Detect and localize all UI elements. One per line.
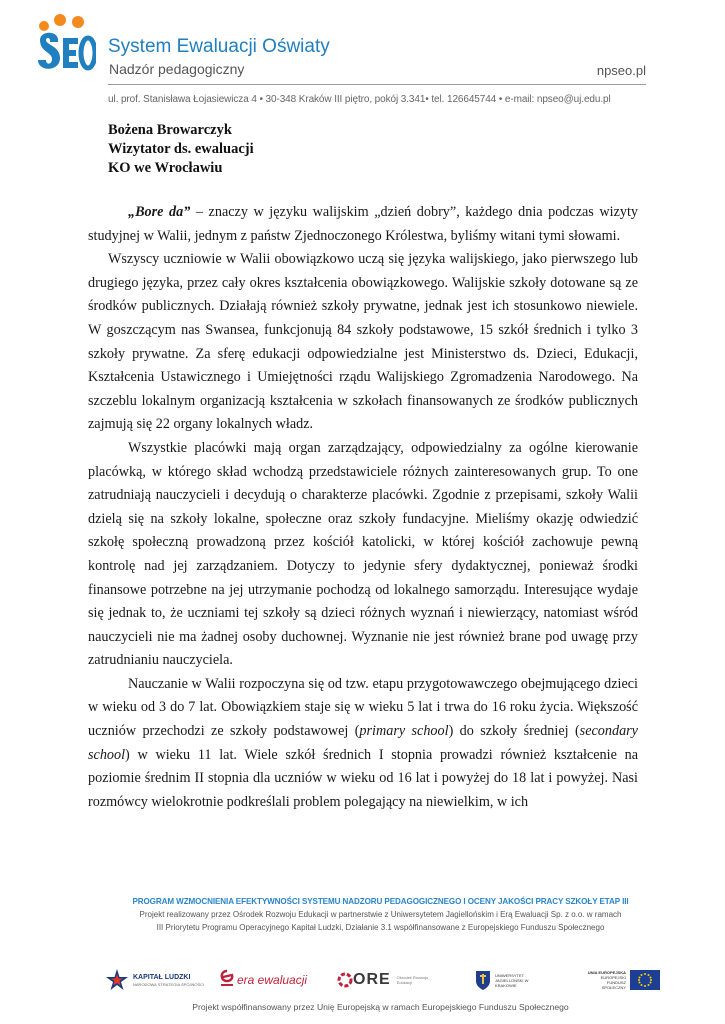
uj-crest-icon <box>475 969 491 991</box>
kapital-ludzki-logo: KAPITAŁ LUDZKI NARODOWA STRATEGIA SPÓJNOŚCI <box>105 962 215 998</box>
uj-logo: UNIWERSYTET JAGIELLOŃSKI W KRAKOWIE <box>475 962 555 998</box>
paragraph-1: „Bore da” – znaczy w języku walijskim „dzień dobry”, każdego dnia podczas wizyty studyjnej w Walii, jednym z państw Zjednoczonego Królestwa, byliśmy witani tymi słowami. <box>88 204 639 244</box>
author-role: Wizytator ds. ewaluacji <box>108 141 254 157</box>
seo-logo <box>34 12 96 82</box>
partner-logos <box>105 962 660 998</box>
program-info <box>108 895 653 934</box>
eu-flag-icon <box>630 970 660 990</box>
term-secondary-school: secondary school <box>88 723 638 763</box>
header-divider <box>108 84 646 85</box>
term-primary-school: primary school <box>359 723 449 740</box>
brand-subtitle: Nadzór pedagogiczny <box>109 61 245 77</box>
author-name: Bożena Browarczyk <box>108 122 232 138</box>
era-ewaluacji-icon <box>217 969 237 991</box>
contact-address: ul. prof. Stanisława Łojasiewicza 4 • 30-348 Kraków III piętro, pokój 3.341• tel. 126645744 • e-mail: npseo@uj.edu.pl <box>108 94 611 105</box>
eu-logo: UNIA EUROPEJSKA EUROPEJSKI FUNDUSZ SPOŁECZNY <box>563 962 660 998</box>
author-block <box>108 121 254 178</box>
paragraph-3: Wszystkie placówki mają organ zarządzający, odpowiedzialny za ogólne kierowanie placówką, w którego skład wchodzą przedstawiciele różnych zainteresowanych grup. To one zatrudniają nauczycieli i decydują o charakterze placówki. Zgodnie z przepisami, szkoły Walii dzielą się na szkoły lokalne, społeczne oraz szkoły fundacyjne. Mieliśmy okazję odwiedzić szkołę społeczną prowadzoną przez kościół katolicki, w której kościół zachowuje pewną kontrolę nad jej zarządzaniem. Dotyczy to jedynie sfery dydaktycznej, ponieważ środki finansowe potrzebne na jej utrzymanie pochodzą od lokalnego samorządu. Interesujące wydaje się jednak to, że uczniami tej szkoły są dzieci różnych wyznań i niewierzący, natomiast wśród nauczycieli nie ma żadnej osoby duchownej. Wyznanie nie jest również brane pod uwagę przy zatrudnianiu nauczyciela. <box>88 439 638 669</box>
cofinance-note: Projekt współfinansowany przez Unię Europejską w ramach Europejskiego Funduszu Społecznego <box>192 1002 569 1012</box>
article-body <box>88 201 638 814</box>
ore-logo: ORE Ośrodek Rozwoju Edukacji <box>337 962 447 998</box>
kapital-ludzki-icon <box>105 968 129 992</box>
author-office: KO we Wrocławiu <box>108 160 223 176</box>
program-line-2: Projekt realizowany przez Ośrodek Rozwoju Edukacji w partnerstwie z Uniwersytetem Jagiellońskim i Erą Ewaluacji Sp. z o.o. w ramach <box>139 910 622 919</box>
website-link[interactable]: npseo.pl <box>596 63 646 78</box>
paragraph-2: Wszyscy uczniowie w Walii obowiązkowo uczą się języka walijskiego, jako pierwszego lub drugiego języka, przez cały okres kształcenia obowiązkowego. Walijskie szkoły dotowane są ze środków publicznych. Działają również szkoły prywatne, jednak jest ich stosunkowo niewiele. W goszczącym nas Swansea, funkcjonują 84 szkoły podstawowe, 15 szkół średnich i tylko 3 szkoły prywatne. Za sferę edukacji odpowiedzialne jest Ministerstwo ds. Dzieci, Edukacji, Kształcenia Ustawicznego i Umiejętności rządu Walijskiego Zgromadzenia Narodowego. Na szczeblu lokalnym organizacją kształcenia w szkołach finansowanych ze środków publicznych zajmują się 22 organy lokalnych władz. <box>88 251 638 433</box>
program-line-3: III Priorytetu Programu Operacyjnego Kapitał Ludzki, Działanie 3.1 współfinansowane z Europejskiego Funduszu Społecznego <box>156 923 605 932</box>
ore-icon <box>337 970 353 990</box>
welsh-greeting: „Bore da” <box>128 204 191 220</box>
paragraph-4: Nauczanie w Walii rozpoczyna się od tzw. etapu przygotowawczego obejmującego dzieci w wieku od 3 do 7 lat. Obowiązkiem staje się w wieku 5 lat i trwa do 16 roku życia. Większość uczniów przechodzi ze szkoły podstawowej (primary school) do szkoły średniej (secondary school) w wieku 11 lat. Wiele szkół średnich I stopnia prowadzi również kształcenie na poziomie średnim II stopnia dla uczniów w wieku od 16 lat i powyżej do 18 lat i powyżej. Nasi rozmówcy wielokrotnie podkreślali problem polegający na niewielkim, w ich <box>88 675 638 810</box>
era-ewaluacji-logo: era ewaluacji <box>217 962 327 998</box>
brand-title: System Ewaluacji Oświaty <box>108 36 330 57</box>
program-title: PROGRAM WZMOCNIENIA EFEKTYWNOŚCI SYSTEMU NADZORU PEDAGOGICZNEGO I OCENY JAKOŚCI PRACY SZKOŁY ETAP III <box>132 897 629 906</box>
